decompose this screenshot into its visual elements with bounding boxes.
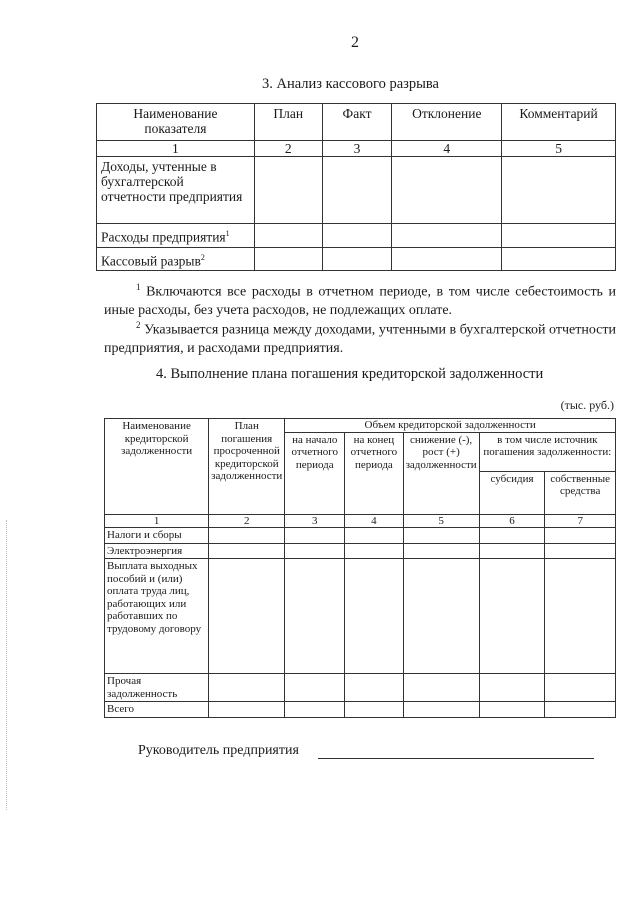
- table-row: [105, 674, 616, 702]
- header-repayment-plan: План погашения просроченной кредиторской задолженности: [209, 419, 285, 515]
- header-sources: в том числе источник погашения задолженности:: [479, 432, 615, 471]
- col-number: 6: [479, 514, 545, 528]
- header-fact: Факт: [322, 104, 392, 141]
- row-label-cash-gap: Кассовый разрыв$^2$: [97, 247, 255, 271]
- col-number: 1: [105, 514, 209, 528]
- signature-label: Руководитель предприятия: [138, 743, 299, 758]
- row-label: Налоги и сборы: [105, 528, 209, 544]
- debt-repayment-table: [104, 418, 616, 718]
- col-number: 1: [97, 141, 255, 157]
- col-number: 7: [545, 514, 616, 528]
- header-name: Наименование показателя: [97, 104, 255, 141]
- table-row: [105, 702, 616, 718]
- header-debt-volume: Объем кредиторской задолженности: [285, 419, 616, 433]
- row-label: Выплата выходных пособий и (или) оплата труда лиц, работающих или работавших по трудовому договору: [105, 559, 209, 674]
- col-number: 4: [345, 514, 403, 528]
- header-own-funds: собственные средства: [545, 471, 616, 514]
- signature-line[interactable]: [318, 740, 594, 759]
- table-row: [105, 528, 616, 544]
- section4-title: 4. Выполнение плана погашения кредиторской задолженности: [156, 366, 544, 382]
- table-row: [105, 543, 616, 559]
- col-number: 5: [403, 514, 479, 528]
- row-label-expenses: Расходы предприятия$^1$: [97, 224, 255, 248]
- page-number: 2: [351, 34, 359, 51]
- col-number: 4: [392, 141, 502, 157]
- col-number: 5: [502, 141, 616, 157]
- header-plan: План: [254, 104, 322, 141]
- col-number: 2: [254, 141, 322, 157]
- col-number: 2: [209, 514, 285, 528]
- footnote-1: $^1$ Включаются все расходы в отчетном периоде, в том числе себестоимость и иные расходы, без учета расходов, не подлежащих оплате.: [104, 282, 616, 318]
- header-period-end: на конец отчетного периода: [345, 432, 403, 514]
- header-period-start: на начало отчетного периода: [285, 432, 345, 514]
- header-subsidy: субсидия: [479, 471, 545, 514]
- header-debt-name: Наименование кредиторской задолженности: [105, 419, 209, 515]
- header-change: снижение (-), рост (+) задолженности: [403, 432, 479, 514]
- col-number: 3: [285, 514, 345, 528]
- row-label: Прочая задолженность: [105, 674, 209, 702]
- table-row: [97, 247, 616, 271]
- header-deviation: Отклонение: [392, 104, 502, 141]
- scan-margin-marks: [6, 520, 15, 810]
- footnote-2: $^2$ Указывается разница между доходами, учтенными в бухгалтерской отчетности предприятия, и расходами предприятия.: [104, 320, 617, 356]
- row-label: Электроэнергия: [105, 543, 209, 559]
- row-label: Всего: [105, 702, 209, 718]
- header-comment: Комментарий: [502, 104, 616, 141]
- cash-gap-table: [96, 103, 616, 271]
- section3-title: 3. Анализ кассового разрыва: [262, 76, 439, 92]
- row-label: Доходы, учтенные в бухгалтерской отчетности предприятия: [97, 157, 255, 224]
- table-row: [97, 224, 616, 248]
- table-row: [97, 157, 616, 224]
- col-number: 3: [322, 141, 392, 157]
- unit-label: (тыс. руб.): [560, 398, 614, 412]
- table-row: [105, 559, 616, 674]
